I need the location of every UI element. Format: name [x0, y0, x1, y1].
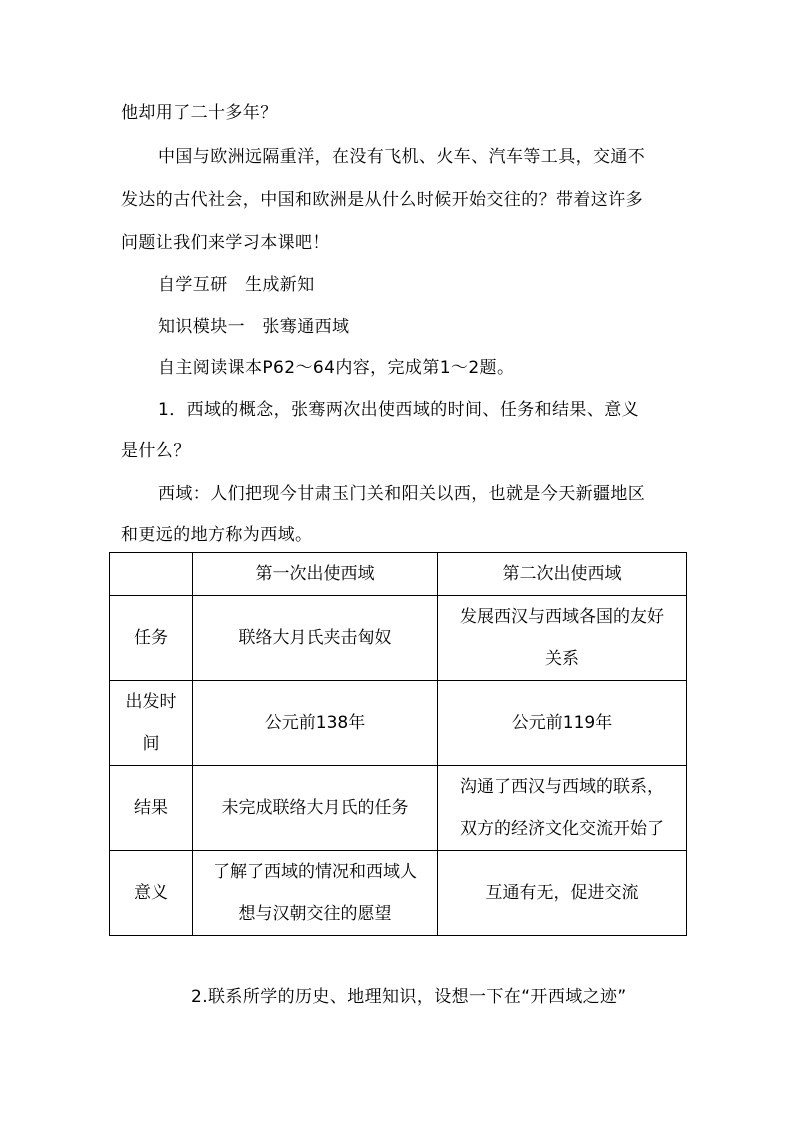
- cell-line: 出发时: [125, 692, 177, 712]
- table-header-row: [110, 553, 687, 596]
- row-label: 意义: [110, 851, 193, 936]
- cell-line: 关系: [545, 649, 579, 669]
- cell-line: 发展西汉与西域各国的友好: [460, 607, 664, 627]
- cell-line: 沟通了西汉与西域的联系，: [460, 777, 664, 797]
- table-cell: 公元前119年: [438, 681, 687, 766]
- row-label: [110, 681, 193, 766]
- table-row: [110, 766, 687, 851]
- paragraph-line: 中国与欧洲远隔重洋，在没有飞机、火车、汽车等工具，交通不: [158, 147, 646, 167]
- table-header-cell: 第二次出使西域: [438, 553, 687, 596]
- cell-line: 了解了西域的情况和西域人: [213, 862, 417, 882]
- table-header-cell: [110, 553, 193, 596]
- table-cell: 联络大月氏夹击匈奴: [193, 596, 438, 681]
- instruction-line: 自主阅读课本P62～64内容，完成第1～2题。: [158, 358, 515, 378]
- question-line: 1．西域的概念，张骞两次出使西域的时间、任务和结果、意义: [158, 400, 640, 420]
- table-cell: [193, 851, 438, 936]
- table-cell: [438, 766, 687, 851]
- module-heading: 知识模块一 张骞通西域: [158, 317, 350, 337]
- cell-line: 间: [142, 734, 160, 754]
- cell-line: 想与汉朝交往的愿望: [238, 904, 392, 924]
- definition-line: 西域：人们把现今甘肃玉门关和阳关以西，也就是今天新疆地区: [158, 484, 646, 504]
- table-cell: 互通有无，促进交流: [438, 851, 687, 936]
- definition-line: 和更远的地方称为西域。: [121, 525, 313, 545]
- table-cell: [438, 596, 687, 681]
- table-row: [110, 681, 687, 766]
- paragraph-line: 他却用了二十多年？: [121, 103, 278, 123]
- paragraph-line: 问题让我们来学习本课吧！: [121, 233, 330, 253]
- paragraph-line: 发达的古代社会，中国和欧洲是从什么时候开始交往的？带着这许多: [121, 190, 643, 210]
- cell-line: 双方的经济文化交流开始了: [460, 819, 664, 839]
- row-label: 结果: [110, 766, 193, 851]
- section-heading: 自学互研 生成新知: [158, 275, 315, 295]
- table-row: [110, 596, 687, 681]
- table-cell: 公元前138年: [193, 681, 438, 766]
- table-cell: 未完成联络大月氏的任务: [193, 766, 438, 851]
- comparison-table: [109, 552, 687, 936]
- question-line: 是什么？: [121, 441, 191, 461]
- table-row: [110, 851, 687, 936]
- table-header-cell: 第一次出使西域: [193, 553, 438, 596]
- question-line: 2.联系所学的历史、地理知识，设想一下在“开西域之迹”: [191, 987, 627, 1007]
- row-label: 任务: [110, 596, 193, 681]
